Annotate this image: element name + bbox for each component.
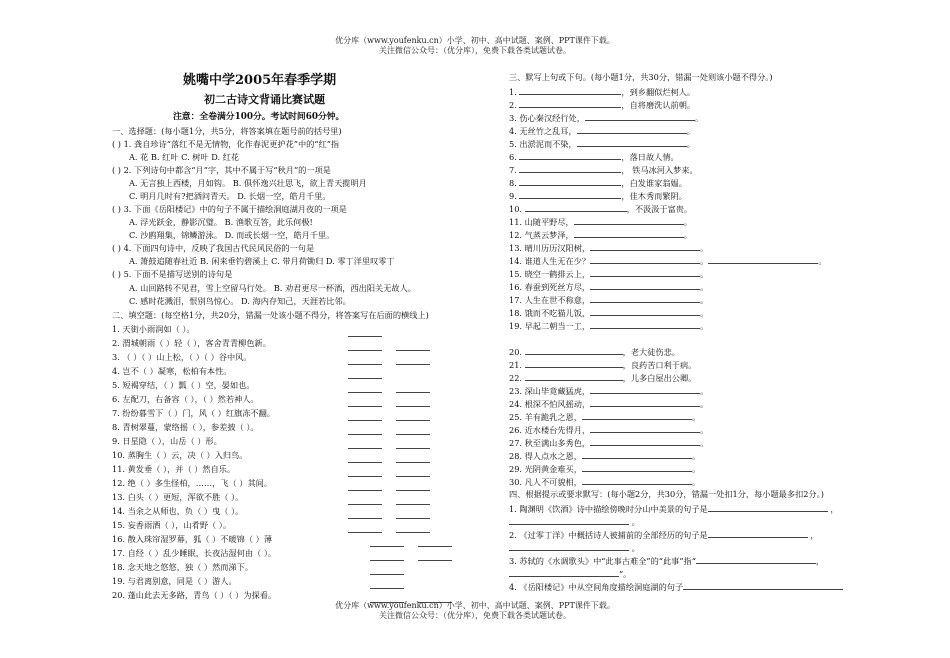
answer-line[interactable] [574,229,684,238]
answer-line[interactable] [590,385,700,394]
s3-item-label: 14. 谁道人生无在少？ [509,256,591,266]
answer-line[interactable] [370,552,404,561]
answer-line[interactable] [348,356,382,365]
s3-item-17: 17. 人生在世不称意， 。 [509,295,709,305]
s3-item-22 [509,372,696,383]
s3-item-12: 12. 气蒸云梦泽， 。 [509,230,692,240]
s3-item-18: 18. 饿而不吃猫儿饭， 。 [509,308,709,318]
answer-line[interactable] [348,440,382,449]
s4-item-label: 2. 《过零丁洋》中概括诗人被捕前的全部经历的句子是 [509,530,708,540]
s3-item-tail: ，白发谁家翁媪。 [621,178,687,188]
s3-item-label: 11. 山随平野尽， [509,217,574,227]
s3-item-14: 14. 谁道人生无在少？ 。 。 [509,256,827,266]
answer-line[interactable] [519,151,621,160]
answer-line[interactable] [370,538,404,547]
answer-line[interactable] [519,86,621,95]
answer-line[interactable] [585,112,695,121]
answer-line[interactable] [348,328,382,337]
s1-q4: ( ) 4. 下面四句诗中，反映了我国古代民风民俗的一句是 [112,243,315,253]
answer-line[interactable] [396,482,430,491]
s3-item-label: 24. 根深不怕风摇动， [509,399,591,409]
answer-line[interactable] [370,566,404,575]
s3-item-tail: ，佳木秀而繁阴。 [621,191,687,201]
s3-item-11: 11. 山随平野尽， 。 [509,217,692,227]
s2-item-20: 20. 蓬山此去无多路，青鸟（ ）（ ）为探看。 [112,590,277,600]
s2-item-17: 17. 自经（ ）乱少睡眠，长夜沾湿何由（ ）。 [112,548,277,558]
answer-line[interactable] [519,99,621,108]
s3-item-24: 24. 根深不怕风摇动， 。 [509,399,709,409]
s3-item-28: 28. 得人点水之恩， 。 [509,451,701,461]
answer-line[interactable] [509,542,629,551]
s3-item-16: 16. 春蚕到死丝方尽， 。 [509,282,709,292]
s3-item-label: 21. [509,360,523,370]
answer-line[interactable] [590,437,700,446]
footer-line-1: 优分库（www.youfenku.cn）小学、初中、高中试题、案例、PPT课件下载。 [335,601,615,610]
s3-item-7 [509,164,698,175]
s2-item-14: 14. 当余之从师也，负（ ）曳（ ）。 [112,506,244,516]
answer-line[interactable] [396,384,430,393]
s1-q1-options: A. 花 B. 红叶 C. 树叶 D. 红花 [129,152,240,162]
answer-line[interactable] [577,138,687,147]
s3-item-label: 4. 无丝竹之乱耳， [509,126,577,136]
answer-line[interactable] [525,359,623,368]
header-line-1: 优分库（www.youfenku.cn）小学、初中、高中试题、案例、PPT课件下载。 [335,36,615,45]
footer-line-2: 关注微信公众号：（优分库），免费下载各类试题试卷。 [379,611,571,620]
answer-line[interactable] [590,255,700,264]
answer-line[interactable] [348,524,382,533]
answer-line[interactable] [396,440,430,449]
answer-line[interactable] [590,307,700,316]
answer-line[interactable] [396,356,430,365]
answer-line[interactable] [348,384,382,393]
s3-item-label: 26. 近水楼台先得月， [509,425,591,435]
s3-item-10 [509,203,692,214]
answer-line[interactable] [348,496,382,505]
s3-item-tail: ，老大徒伤悲。 [622,347,680,357]
s1-q3-options-ab: A. 浮光跃金，静影沉璧。 B. 渔歌互答，此乐何极! [129,217,313,227]
answer-line[interactable] [396,524,430,533]
s3-item-30: 30. 凡人不可貌相， 。 [509,477,701,487]
s3-item-13: 13. 晴川历历汉阳树， 。 [509,243,709,253]
s3-item-4: 4. 无丝竹之乱耳， 。 [509,126,695,136]
answer-line[interactable] [396,468,430,477]
answer-line[interactable] [525,372,623,381]
answer-line[interactable] [525,346,623,355]
s1-q2-options-ab: A. 无言独上西楼，月如钩。 B. 俱怀逸兴壮思飞，欲上青天揽明月 [129,178,367,188]
page-footer [0,601,950,621]
s1-q4-options: A. 箫鼓追随春社近 B. 闲来垂钓碧溪上 C. 带月荷锄归 D. 零丁洋里叹零丁 [129,256,395,266]
s3-item-label: 10. [509,204,523,214]
s3-item-19: 19. 早起二朝当一工， 。 [509,321,709,331]
s2-item-4: 4. 岂不（ ）凝寒，松柏有本性。 [112,366,232,376]
s3-item-label: 16. 春蚕到死丝方尽， [509,282,591,292]
answer-line[interactable] [348,370,382,379]
s1-q3: ( ) 3. 下面《岳阳楼记》中的句子不属于描绘洞庭湖月夜的一项是 [112,204,347,214]
s3-item-label: 19. 早起二朝当一工， [509,321,591,331]
s2-item-16: 16. 散入珠帘湿罗幕，狐（ ）不暖锦（ ）薄 [112,534,273,544]
s4-item-label: 3. 苏轼的《水调歌头》中“此事古难全”的“此事”指“ [509,556,696,566]
s2-item-11: 11. 黄发垂（ ），并（ ）然自乐。 [112,464,236,474]
answer-line[interactable] [590,320,700,329]
s3-item-tail: ，落日故人情。 [621,152,679,162]
answer-line[interactable] [509,516,629,525]
s3-item-tail: ，不汲汲于富贵。 [626,204,693,214]
answer-line[interactable] [348,426,382,435]
s1-q3-options-cd: C. 沙鸥翔集，锦鳞游泳。 D. 而或长烟一空，皓月千里。 [129,230,335,240]
s3-item-label: 28. 得人点水之恩， [509,451,582,461]
s3-item-tail: ，儿多白屋出公卿。 [622,373,697,383]
s4-item-3-cont: ”。 [509,568,631,579]
answer-line[interactable] [396,510,430,519]
s2-item-5: 5. 短褐穿结，（ ）瓢（ ）空，晏如也。 [112,380,255,390]
answer-line[interactable] [348,510,382,519]
answer-line[interactable] [396,342,430,351]
right-column [500,0,950,600]
s3-item-label: 6. [509,152,517,162]
answer-line[interactable] [348,412,382,421]
answer-line[interactable] [696,555,816,564]
s3-item-label: 9. [509,191,517,201]
s2-item-13: 13. 白头（ ）更短，浑欲不胜（ ）。 [112,492,244,502]
s2-item-1: 1. 天街小雨润如（ ）。 [112,324,195,334]
answer-line[interactable] [582,450,692,459]
s4-item-label: 1. 陶渊明《饮酒》诗中描绘傍晚时分山中美景的句子是 [509,504,708,514]
s3-item-5: 5. 出淤泥而不染， 。 [509,139,695,149]
answer-line[interactable] [370,580,404,589]
left-column [0,0,500,600]
s2-item-19: 19. 与君离别意，同是（ ）游人。 [112,576,237,586]
s4-item-label: 4. 《岳阳楼记》中从空间角度描绘洞庭湖的句子 [509,582,684,592]
answer-line[interactable] [590,424,700,433]
s2-item-3: 3. （ ）（ ）山上松，（ ）（ ）谷中风。 [112,352,252,362]
s4-item-2: 2. 《过零丁洋》中概括诗人被捕前的全部经历的句子是 ， [509,530,819,540]
s3-item-label: 15. 晓空一鹤排云上， [509,269,591,279]
school-title: 姚嘴中学2005年春季学期 [183,73,337,88]
answer-line[interactable] [708,255,818,264]
s4-item-4 [509,581,843,592]
answer-line[interactable] [519,177,621,186]
s3-item-label: 22. [509,373,523,383]
s1-q1: ( ) 1. 龚自珍诗“落红不是无情物，化作春泥更护花”中的“红”指 [112,139,340,149]
answer-line[interactable] [519,164,621,173]
s2-item-18: 18. 念天地之悠悠，独（ ）然而涕下。 [112,562,254,572]
answer-line[interactable] [348,454,382,463]
s2-item-2: 2. 渭城朝雨（ ）轻（ ），客舍青青柳色新。 [112,338,271,348]
s3-item-label: 30. 凡人不可貌相， [509,477,582,487]
answer-line[interactable] [590,398,700,407]
s3-item-label: 20. [509,347,523,357]
section2-heading: 二、填空题：(每空格1分，共20分，错漏一处该小题不得分，将答案写在后面的横线上) [112,310,429,320]
answer-line[interactable] [708,529,808,538]
s3-item-29: 29. 光阴黄金难买， 。 [509,464,701,474]
header-line-2: 关注微信公众号：（优分库），免费下载各类试题试卷。 [379,46,571,55]
answer-line[interactable] [590,281,700,290]
s3-item-8 [509,177,687,188]
s3-item-label: 25. 羊有跪乳之恩， [509,412,582,422]
section1-heading: 一、选择题：(每小题1分，共5分，将答案填在题号前的括号里) [112,126,342,136]
s3-item-23: 23. 深山毕竟藏猛虎， 。 [509,386,709,396]
answer-line[interactable] [582,411,692,420]
answer-line[interactable] [348,482,382,491]
s3-item-tail: ， 铁马冰河入梦来。 [621,165,698,175]
s3-item-label: 23. 深山毕竟藏猛虎， [509,386,591,396]
s4-item-3: 3. 苏轼的《水调歌头》中“此事古难全”的“此事”指“ ， [509,556,825,566]
s3-item-label: 29. 光阴黄金难买， [509,464,582,474]
s3-item-label: 5. 出淤泥而不染， [509,139,577,149]
s3-item-21 [509,359,696,370]
exam-note: 注意：全卷满分100分。考试时间60分钟。 [173,112,345,122]
s3-item-label: 1. [509,87,517,97]
s2-item-15: 15. 妄香雨洒（ ），山肴野（ ）。 [112,520,232,530]
s1-q5-options-ab: A. 山回路转不见君，雪上空留马行处。 B. 劝君更尽一杯酒，西出阳关无故人。 [129,283,416,293]
answer-line[interactable] [418,538,452,547]
s2-item-9: 9. 日星隐（ ），山岳（ ）形。 [112,436,222,446]
s3-item-20 [509,346,680,357]
s3-item-tail: ，到乡翻似烂柯人。 [621,87,696,97]
answer-line[interactable] [574,216,684,225]
s2-item-8: 8. 青树翠蔓，蒙络摇（ ），参差披（ ）。 [112,422,259,432]
answer-line[interactable] [348,398,382,407]
s3-item-label: 12. 气蒸云梦泽， [509,230,574,240]
s4-item-1: 1. 陶渊明《饮酒》诗中描绘傍晚时分山中美景的句子是 ， [509,504,839,514]
answer-line[interactable] [509,568,619,577]
s3-item-label: 7. [509,165,517,175]
answer-line[interactable] [590,268,700,277]
answer-line[interactable] [348,342,382,351]
s2-item-12: 12. 绝（ ）多生怪柏，……，飞（ ）其间。 [112,478,273,488]
s3-item-26: 26. 近水楼台先得月， 。 [509,425,709,435]
s1-q5: ( ) 5. 下面不是描写送别的诗句是 [112,269,233,279]
answer-line[interactable] [525,203,627,212]
s3-item-27: 27. 秋至满山多秀色， 。 [509,438,709,448]
answer-line[interactable] [577,125,687,134]
section3-heading: 三、默写上句或下句。(每小题1分，共30分，错漏一处则该小题不得分。) [509,72,773,82]
section4-heading: 四、根据提示或要求默写：(每小题2分，共30分，错漏一处扣1分，每小题最多扣2分。) [509,489,824,499]
answer-line[interactable] [519,190,621,199]
s1-q2: ( ) 2. 下列诗句中都含“月”字，其中不属于写“秋月”的一项是 [112,165,331,175]
s2-item-10: 10. 蒸胸生（ ）云，决（ ）入归鸟。 [112,450,248,460]
answer-line[interactable] [582,476,692,485]
s3-item-label: 18. 饿而不吃猫儿饭， [509,308,591,318]
s3-item-6 [509,151,679,162]
answer-line[interactable] [582,463,692,472]
s4-item-2-cont: 。 [509,542,640,553]
s3-item-label: 27. 秋至满山多秀色， [509,438,591,448]
answer-line[interactable] [396,398,430,407]
s3-item-label: 8. [509,178,517,188]
s4-item-1-cont: 。 [509,516,640,527]
answer-line[interactable] [396,496,430,505]
s3-item-label: 2. [509,100,517,110]
answer-line[interactable] [396,426,430,435]
answer-line[interactable] [683,581,843,590]
answer-line[interactable] [396,454,430,463]
s3-item-3: 3. 伤心秦汉经行处， 。 [509,113,704,123]
s3-item-label: 13. 晴川历历汉阳树， [509,243,591,253]
s3-item-tail: ，良药苦口利于病。 [622,360,697,370]
exam-title: 初二古诗文背诵比赛试题 [204,93,325,106]
s3-item-15: 15. 晓空一鹤排云上， 。 [509,269,709,279]
s3-item-label: 17. 人生在世不称意， [509,295,591,305]
answer-line[interactable] [708,503,828,512]
s1-q2-options-cd: C. 明月几时有?把酒问青天。 D. 长烟一空，皓月千里。 [129,191,331,201]
s2-item-6: 6. 左配刀，右备容（ ），（ ）然若神人。 [112,394,259,404]
s3-item-2 [509,99,695,110]
answer-line[interactable] [590,294,700,303]
answer-line[interactable] [348,468,382,477]
s3-item-tail: ，自将磨洗认前朝。 [621,100,696,110]
s3-item-1 [509,86,695,97]
s2-item-7: 7. 纷纷暮雪下（ ）门，风（ ）红旗冻不翻。 [112,408,275,418]
s1-q5-options-cd: C. 感时花溅泪，恨别鸟惊心。 D. 海内存知己，天涯若比邻。 [129,296,351,306]
answer-line[interactable] [418,552,452,561]
s3-item-label: 3. 伤心秦汉经行处， [509,113,585,123]
s3-item-9 [509,190,687,201]
answer-line[interactable] [590,242,700,251]
s3-item-25: 25. 羊有跪乳之恩， 。 [509,412,701,422]
answer-line[interactable] [396,412,430,421]
